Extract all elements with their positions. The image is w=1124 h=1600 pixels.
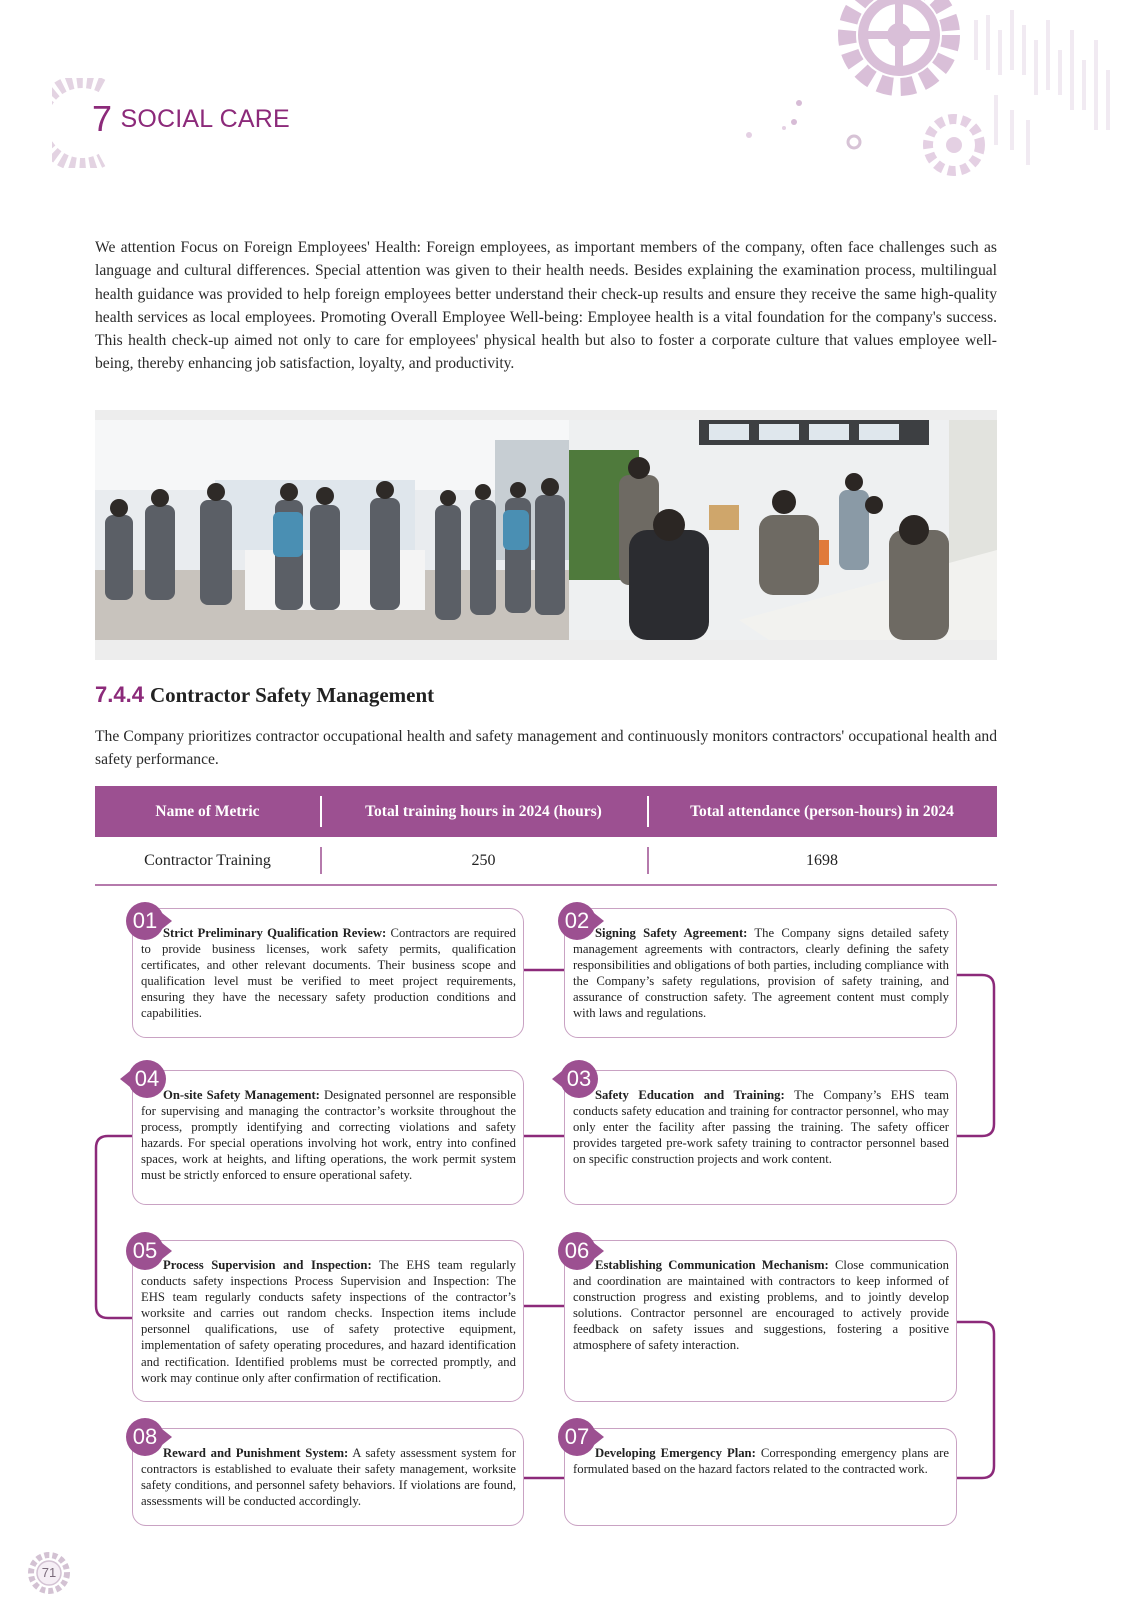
table-header-cell: Name of Metric	[95, 786, 320, 837]
step-text: Designated personnel are responsible for supervising and managing the contractor’s worksite throughout the process, promptly identifying and correcting violations and safety hazards. For special operations involving hot work, entry into confined spaces, work at heights, and lifting operations, the work permit system must be strictly enforced to ensure operational safety.	[141, 1088, 516, 1183]
step-badge-04: 04	[128, 1060, 166, 1098]
step-card-08	[132, 1428, 524, 1526]
table-cell: 1698	[647, 837, 997, 885]
step-text: The Company’s EHS team conducts safety education and training for contractor personnel, who may only enter the facility after passing the training. The safety officer provides targeted pre-work safety training to contractor personnel based on specific construction projects and work content.	[573, 1088, 949, 1167]
table-cell: 250	[320, 837, 647, 885]
step-badge-06: 06	[558, 1232, 596, 1270]
chapter-heading	[92, 98, 290, 140]
table-header-cell: Total training hours in 2024 (hours)	[320, 786, 647, 837]
chapter-number: 7	[92, 98, 113, 139]
health-checkup-queue-photo	[95, 420, 569, 640]
table-header-row	[95, 786, 997, 837]
step-card-05	[132, 1240, 524, 1402]
step-badge-02: 02	[558, 902, 596, 940]
step-title: Developing Emergency Plan:	[595, 1446, 756, 1460]
step-text: Contractors are required to provide business licenses, work safety permits, qualification certificates, and other relevant documents. Their business scope and qualification level must be verified to meet project requirements, ensuring they have the necessary safety production conditions and capabilities.	[141, 926, 516, 1021]
step-title: On-site Safety Management:	[163, 1088, 320, 1102]
step-badge-03: 03	[560, 1060, 598, 1098]
step-card-01	[132, 908, 524, 1038]
step-title: Process Supervision and Inspection:	[163, 1258, 372, 1272]
table-cell: Contractor Training	[95, 837, 320, 885]
gear-decoration-icon	[744, 0, 1124, 200]
step-badge-08: 08	[126, 1418, 164, 1456]
table-row	[95, 837, 997, 885]
step-text: Close communication and coordination are maintained with contractors to keep informed of construction progress and existing problems, and to jointly develop solutions. Contractor personnel are encouraged to actively provide feedback on safety issues and suggestions, fostering a positive atmosphere of safety interaction.	[573, 1258, 949, 1353]
health-checkup-desk-photo	[569, 420, 997, 640]
section-title: Contractor Safety Management	[149, 683, 435, 707]
step-title: Signing Safety Agreement:	[595, 926, 748, 940]
chapter-title: SOCIAL CARE	[120, 104, 290, 133]
step-text: The Company signs detailed safety management agreements with contractors, clearly defining the safety responsibilities and obligations of both parties, including compliance with the Company’s safety regulations, provision of safety training, and assurance of construction safety. The agreement content must comply with laws and regulations.	[573, 926, 949, 1021]
step-card-06	[564, 1240, 957, 1402]
step-title: Establishing Communication Mechanism:	[595, 1258, 829, 1272]
step-title: Safety Education and Training:	[595, 1088, 785, 1102]
contractor-training-table	[95, 786, 997, 886]
section-heading	[95, 682, 434, 708]
table-header-cell: Total attendance (person-hours) in 2024	[647, 786, 997, 837]
step-card-07	[564, 1428, 957, 1526]
photo-strip	[95, 410, 997, 660]
step-title: Reward and Punishment System:	[163, 1446, 349, 1460]
step-text: Corresponding emergency plans are formulated based on the hazard factors related to the contracted work.	[573, 1446, 949, 1477]
step-title: Strict Preliminary Qualification Review:	[163, 926, 387, 940]
step-badge-05: 05	[126, 1232, 164, 1270]
section-number: 7.4.4	[95, 682, 144, 707]
step-card-02	[564, 908, 957, 1038]
section-paragraph: The Company prioritizes contractor occupational health and safety management and continuously monitors contractors' occupational health and safety performance.	[95, 728, 997, 769]
step-text: A safety assessment system for contractors is established to evaluate their safety management, worksite safety conditions, and personnel safety behaviors. If violations are found, assessments will be conducted accordingly.	[141, 1446, 517, 1509]
step-badge-07: 07	[558, 1418, 596, 1456]
step-card-04	[132, 1070, 524, 1205]
step-card-03	[564, 1070, 957, 1205]
page-number-badge	[26, 1550, 72, 1596]
step-text: The EHS team regularly conducts safety inspections Process Supervision and Inspection: The EHS team regularly conducts safety inspections of the contractor’s worksite and carries out random checks. Inspection items include personnel qualifications, use of safety protective equipment, implementation of safety operating procedures, and hazard identification and rectification. Identified problems must be corrected promptly, and work may continue only after confirmation of rectification.	[141, 1258, 516, 1385]
intro-paragraph: We attention Focus on Foreign Employees' Health: Foreign employees, as important members of the company, often face challenges such as language and cultural differences. Special attention was given to their health needs. Besides explaining the examination process, multilingual health guidance was provided to help foreign employees better understand their check-up results and ensure they receive the same high-quality health services as local employees. Promoting Overall Employee Well-being: Employee health is a vital foundation for the company's success. This health check-up aimed not only to care for employees' physical health but also to foster a corporate culture that values employee well-being, thereby enhancing job satisfaction, loyalty, and productivity.	[95, 239, 997, 373]
page-number: 71	[41, 1565, 57, 1580]
step-badge-01: 01	[126, 902, 164, 940]
